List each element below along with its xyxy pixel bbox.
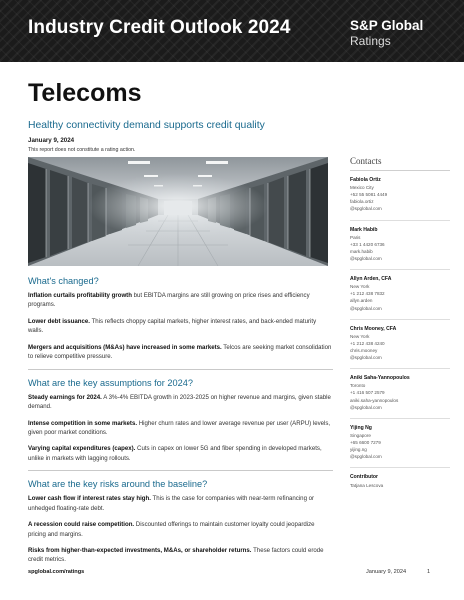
contact-card: [350, 425, 450, 461]
footer-date: January 9, 2024: [366, 569, 407, 575]
contact-divider: [350, 368, 450, 369]
contact-phone[interactable]: +1 416 507 2579: [350, 390, 385, 396]
contact-email-user[interactable]: yijing.ng: [350, 447, 367, 453]
contact-email-user[interactable]: allyn.arden: [350, 298, 373, 304]
server-room-image: [28, 157, 328, 266]
contact-email-domain[interactable]: @spglobal.com: [350, 206, 382, 212]
contact-email-domain[interactable]: @spglobal.com: [350, 256, 382, 262]
bullet-item: [28, 343, 333, 362]
contact-phone[interactable]: +52 55 5081 4449: [350, 192, 388, 198]
contact-city: Toronto: [350, 383, 366, 389]
bullet-text: A 3%-4% EBITDA growth in 2023-2025 on higher revenue and margins, given stable demand.: [28, 393, 331, 411]
contact-phone[interactable]: +1 212 438 7832: [350, 291, 385, 297]
contact-city: Mexico City: [350, 185, 374, 191]
contact-name: Chris Mooney, CFA: [350, 325, 397, 332]
contact-divider: [350, 220, 450, 221]
page-number: 1: [427, 569, 431, 575]
contact-email-user[interactable]: fabiola.ortiz: [350, 199, 374, 205]
bullet-lead: Lower debt issuance.: [28, 317, 90, 325]
page-subtitle: Healthy connectivity demand supports credit quality: [28, 120, 265, 131]
bullet-item: [28, 291, 333, 310]
contact-card: [350, 326, 450, 362]
contact-name: Fabiola Ortiz: [350, 177, 381, 183]
contacts-title: Contacts: [350, 156, 450, 171]
bullet-lead: Steady earnings for 2024.: [28, 393, 102, 401]
bullet-text: Cuts in capex on lower 5G and fiber spending in developed markets, unlike in markets with lagging rollouts.: [28, 445, 322, 462]
bullet-text: Discounted offerings to maintain customer loyalty could jeopardize pricing and margins.: [28, 521, 315, 538]
contact-city: New York: [350, 284, 370, 290]
contact-divider: [350, 418, 450, 419]
contact-name: Mark Habib: [350, 226, 378, 233]
bullet-text: These factors could erode credit metrics.: [28, 547, 324, 564]
contact-phone[interactable]: +33 1 4420 6736: [350, 241, 385, 247]
contact-email-user[interactable]: aniki.saha-yannopoulos: [350, 397, 399, 403]
contact-email-user[interactable]: mark.habib: [350, 248, 373, 254]
bullet-text: Telcos are seeking market consolidation to relieve competitive pressure.: [28, 343, 332, 361]
bullet-item: [28, 546, 333, 565]
brand-division: Ratings: [350, 33, 391, 48]
report-date: January 9, 2024: [28, 137, 75, 144]
bullet-item: [28, 520, 333, 539]
contributor-name: Tatjana Lescova: [350, 482, 384, 488]
bullet-text: Higher churn rates and lower average revenue per user (ARPU) levels, given poor market conditions.: [28, 419, 331, 436]
contact-card: [350, 276, 450, 312]
section-heading: What are the key risks around the baseline?: [28, 479, 208, 490]
sp-global-ratings-logo: [350, 19, 423, 47]
contact-card: [350, 375, 450, 411]
bullet-item: [28, 317, 333, 336]
main-content: [28, 276, 333, 572]
bullet-text: This is the case for companies with near-term refinancing or unhedged floating-rate debt.: [28, 495, 315, 512]
bullet-lead: Varying capital expenditures (capex).: [28, 445, 136, 453]
contact-divider: [350, 319, 450, 320]
bullet-lead: A recession could raise competition.: [28, 521, 135, 529]
contact-divider: [350, 269, 450, 270]
bullet-item: [28, 494, 333, 513]
contact-email-domain[interactable]: @spglobal.com: [350, 355, 382, 361]
contact-name: Allyn Arden, CFA: [350, 276, 392, 283]
contact-divider: [350, 467, 450, 468]
section-whats-changed: [28, 276, 333, 362]
bullet-text: This reflects choppy capital markets, higher interest rates, and back-ended maturity walls.: [28, 317, 317, 335]
bullet-lead: Mergers and acquisitions (M&As) have increased in some markets.: [28, 343, 222, 351]
bullet-item: [28, 393, 333, 412]
contact-name: Aniki Saha-Yannopoulos: [350, 375, 410, 382]
contact-email-domain[interactable]: @spglobal.com: [350, 454, 382, 460]
section-heading: What are the key assumptions for 2024?: [28, 377, 193, 388]
contact-card: [350, 177, 450, 213]
section-key-assumptions: [28, 369, 333, 464]
contact-city: New York: [350, 333, 370, 339]
footer-url-link[interactable]: spglobal.com/ratings: [28, 569, 85, 575]
contact-city: Paris: [350, 234, 361, 240]
contact-phone[interactable]: +1 212 438 4240: [350, 340, 385, 346]
contact-card: [350, 227, 450, 263]
contact-city: Singapore: [350, 432, 371, 438]
section-heading: What's changed?: [28, 276, 99, 286]
contributor-card: [350, 474, 450, 488]
contact-name: Yijing Ng: [350, 424, 372, 431]
report-banner: [0, 0, 464, 62]
bullet-lead: Intense competition in some markets.: [28, 419, 138, 427]
bullet-lead: Lower cash flow if interest rates stay high.: [28, 495, 151, 503]
contact-email-user[interactable]: chris.mooney: [350, 348, 378, 354]
brand-name: S&P Global: [350, 18, 424, 33]
bullet-lead: Inflation curtails profitability growth: [28, 292, 132, 299]
bullet-text: but EBITDA margins are still growing on price rises and efficiency programs.: [28, 292, 310, 309]
contact-email-domain[interactable]: @spglobal.com: [350, 404, 382, 410]
bullet-lead: Risks from higher-than-expected investments, M&As, or shareholder returns.: [28, 547, 252, 554]
contact-email-domain[interactable]: @spglobal.com: [350, 305, 382, 311]
page-title: Telecoms: [28, 79, 142, 107]
bullet-item: [28, 419, 333, 438]
rating-disclaimer: This report does not constitute a rating action.: [28, 147, 136, 153]
banner-title: Industry Credit Outlook 2024: [28, 17, 291, 38]
section-key-risks: [28, 470, 333, 565]
bullet-item: [28, 444, 333, 463]
contacts-sidebar: [350, 156, 450, 496]
contact-phone[interactable]: +65 6600 7279: [350, 440, 381, 446]
contributor-label: Contributor: [350, 474, 379, 481]
